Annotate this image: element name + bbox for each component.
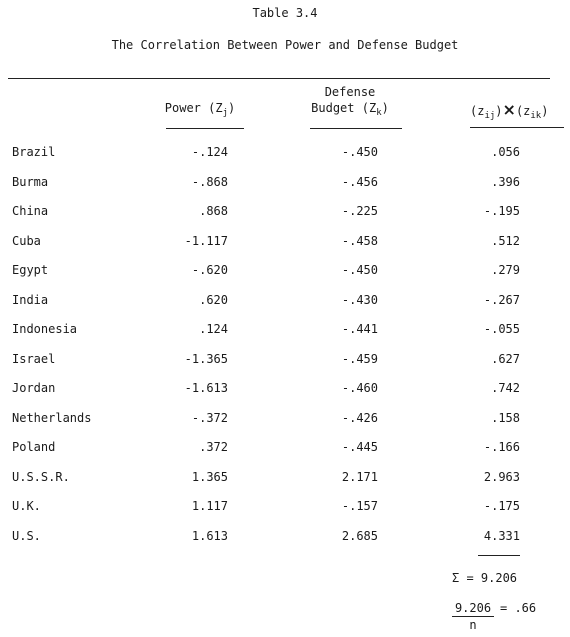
- power-cell: -.620: [191, 263, 228, 277]
- sum-line: Σ = 9.206: [452, 571, 518, 585]
- power-cell: -.372: [191, 411, 228, 425]
- country-cell: Israel: [12, 352, 56, 366]
- defense-cell: -.456: [341, 175, 378, 189]
- ratio-denominator: n: [469, 618, 477, 632]
- header-defense-line1: Defense: [324, 85, 376, 99]
- country-cell: U.K.: [12, 499, 41, 513]
- table-title: The Correlation Between Power and Defense Budget: [111, 38, 459, 52]
- power-cell: -1.117: [184, 234, 228, 248]
- power-cell: 1.117: [191, 499, 228, 513]
- defense-cell: -.445: [341, 440, 378, 454]
- defense-cell: 2.685: [341, 529, 378, 543]
- power-cell: -1.365: [184, 352, 228, 366]
- country-cell: Poland: [12, 440, 56, 454]
- table-number: Table 3.4: [252, 6, 318, 20]
- defense-cell: -.430: [341, 293, 378, 307]
- country-cell: Brazil: [12, 145, 56, 159]
- header-defense-line2: Budget $(Z_k)$: [311, 101, 389, 118]
- defense-cell: 2.171: [341, 470, 378, 484]
- product-cell: .056: [491, 145, 520, 159]
- defense-cell: -.460: [341, 381, 378, 395]
- header-power: Power $(Z_j)$: [164, 101, 236, 118]
- defense-cell: -.450: [341, 145, 378, 159]
- product-cell: .627: [491, 352, 520, 366]
- defense-cell: -.450: [341, 263, 378, 277]
- ratio-result: = .66: [500, 601, 537, 615]
- power-cell: .372: [199, 440, 228, 454]
- product-cell: .742: [491, 381, 520, 395]
- country-cell: India: [12, 293, 49, 307]
- country-cell: Indonesia: [12, 322, 78, 336]
- defense-cell: -.157: [341, 499, 378, 513]
- country-cell: U.S.: [12, 529, 41, 543]
- header-product: $(z_{ij})\times(z_{ik})$: [470, 100, 549, 121]
- product-cell: -.267: [483, 293, 520, 307]
- country-cell: Burma: [12, 175, 49, 189]
- header-product-underline: [470, 127, 564, 128]
- power-cell: -.868: [191, 175, 228, 189]
- country-cell: U.S.S.R.: [12, 470, 70, 484]
- power-cell: 1.613: [191, 529, 228, 543]
- defense-cell: -.459: [341, 352, 378, 366]
- power-cell: 1.365: [191, 470, 228, 484]
- country-cell: China: [12, 204, 49, 218]
- defense-cell: -.458: [341, 234, 378, 248]
- power-cell: .868: [199, 204, 228, 218]
- header-power-underline: [166, 128, 244, 129]
- defense-cell: -.225: [341, 204, 378, 218]
- product-cell: -.175: [483, 499, 520, 513]
- header-defense-underline: [310, 128, 402, 129]
- power-cell: -1.613: [184, 381, 228, 395]
- country-cell: Cuba: [12, 234, 41, 248]
- country-cell: Jordan: [12, 381, 56, 395]
- product-cell: 2.963: [483, 470, 520, 484]
- country-cell: Netherlands: [12, 411, 92, 425]
- product-cell: -.195: [483, 204, 520, 218]
- product-cell: .396: [491, 175, 520, 189]
- power-cell: .620: [199, 293, 228, 307]
- product-cell: .279: [491, 263, 520, 277]
- defense-cell: -.441: [341, 322, 378, 336]
- sum-rule: [478, 555, 520, 556]
- ratio-fraction-bar: [452, 616, 494, 617]
- country-cell: Egypt: [12, 263, 49, 277]
- product-cell: .158: [491, 411, 520, 425]
- defense-cell: -.426: [341, 411, 378, 425]
- product-cell: .512: [491, 234, 520, 248]
- multiply-sign: ×: [502, 100, 516, 119]
- ratio-numerator: 9.206: [454, 601, 492, 615]
- product-cell: 4.331: [483, 529, 520, 543]
- product-cell: -.166: [483, 440, 520, 454]
- top-rule: [8, 78, 550, 79]
- product-cell: -.055: [483, 322, 520, 336]
- power-cell: -.124: [191, 145, 228, 159]
- power-cell: .124: [199, 322, 228, 336]
